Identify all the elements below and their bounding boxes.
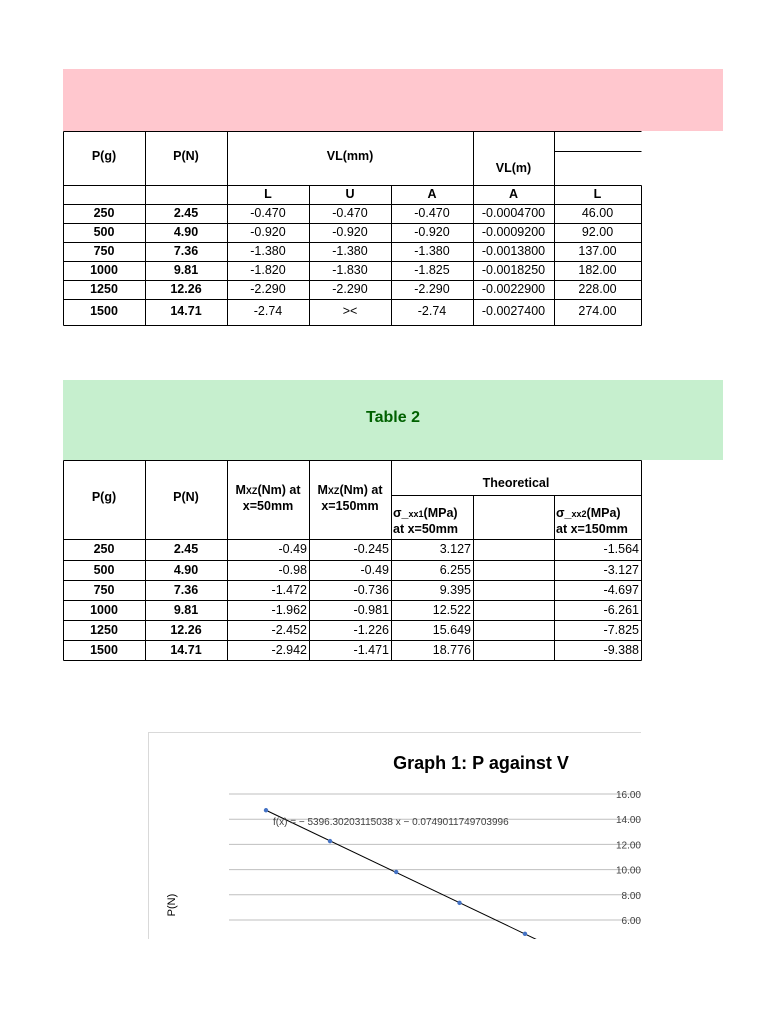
t1-cell[interactable]: >< <box>342 304 358 318</box>
t2-cell[interactable]: -2.942 <box>271 643 307 657</box>
t1-cell[interactable]: 92.00 <box>581 225 614 239</box>
t2-cell[interactable]: -0.49 <box>360 563 389 577</box>
chart-data-point <box>457 901 461 905</box>
t1-cell[interactable]: 250 <box>93 206 115 220</box>
t1-cell[interactable]: 137.00 <box>578 244 617 258</box>
chart-title: Graph 1: P against V <box>393 753 569 773</box>
t1-cell[interactable]: 182.00 <box>578 263 617 277</box>
t2-cell[interactable]: 6.255 <box>439 563 471 577</box>
t1-cell[interactable]: -2.74 <box>253 304 283 318</box>
t1-cell[interactable]: 7.36 <box>173 244 199 258</box>
t2-cell[interactable]: -1.226 <box>353 623 389 637</box>
chart-data-point <box>523 932 527 936</box>
t1-cell[interactable]: -0.920 <box>332 225 368 239</box>
table-2-grid <box>63 460 642 661</box>
t1-cell[interactable]: -2.290 <box>332 282 368 296</box>
t1-cell[interactable]: -0.0013800 <box>481 244 546 258</box>
t1-header-vlmm-label: VL(mm) <box>326 149 374 163</box>
t2-cell[interactable]: 15.649 <box>432 623 471 637</box>
t1-cell[interactable]: -0.470 <box>250 206 286 220</box>
t2-cell[interactable]: 9.395 <box>439 583 471 597</box>
t2-cell[interactable]: 1500 <box>90 643 118 657</box>
t1-subheader-u[interactable]: U <box>345 187 355 201</box>
chart-data-point <box>264 808 268 812</box>
t2-cell[interactable]: 3.127 <box>439 542 471 556</box>
t2-header-sigma-2: σ_xx2(MPa) at x=150mm <box>556 506 628 536</box>
header-band-green <box>63 380 723 460</box>
t1-cell[interactable]: -0.0018250 <box>481 263 546 277</box>
t1-cell[interactable]: 1250 <box>90 282 118 296</box>
t2-cell[interactable]: 18.776 <box>432 643 471 657</box>
t2-cell[interactable]: 14.71 <box>170 643 202 657</box>
t2-header-moment-50: MXZ(Nm) at x=50mm <box>235 483 301 513</box>
chart-y-tick-label: 8.00 <box>621 890 641 902</box>
t1-cell[interactable]: 1500 <box>90 304 118 318</box>
t2-cell[interactable]: -1.564 <box>603 542 639 556</box>
t1-cell[interactable]: -0.470 <box>414 206 450 220</box>
t1-cell[interactable]: -1.380 <box>414 244 450 258</box>
t2-header-pn: P(N) <box>173 490 199 504</box>
t1-cell[interactable]: 9.81 <box>173 263 199 277</box>
t2-cell[interactable]: -0.245 <box>353 542 389 556</box>
t2-cell[interactable]: 12.522 <box>432 603 471 617</box>
t2-cell[interactable]: 7.36 <box>173 583 199 597</box>
t1-cell[interactable]: -2.290 <box>414 282 450 296</box>
t2-cell[interactable]: 4.90 <box>173 563 199 577</box>
t1-header-pg-label: P(g) <box>91 149 117 163</box>
chart-y-tick-label: 6.00 <box>621 916 641 927</box>
t1-cell[interactable]: 14.71 <box>170 304 202 318</box>
t1-cell[interactable]: -0.0022900 <box>481 282 546 296</box>
t2-cell[interactable]: -0.49 <box>278 542 307 556</box>
chart-y-tick-label: 12.00 <box>615 840 641 852</box>
t1-cell[interactable]: -0.470 <box>332 206 368 220</box>
chart-y-tick-label: 16.00 <box>615 790 641 801</box>
t1-cell[interactable]: 46.00 <box>581 206 614 220</box>
header-band-pink <box>63 69 723 131</box>
t2-cell[interactable]: -7.825 <box>603 623 639 637</box>
t2-cell[interactable]: -4.697 <box>603 583 639 597</box>
t2-cell[interactable]: -3.127 <box>603 563 639 577</box>
t1-cell[interactable]: -1.825 <box>414 263 450 277</box>
table-1-grid <box>63 131 642 326</box>
t1-header-pn-label: P(N) <box>173 149 199 163</box>
t2-header-sigma-1: σ_xx1(MPa) at x=50mm <box>393 506 458 536</box>
t1-cell[interactable]: -0.920 <box>414 225 450 239</box>
t1-cell[interactable]: -1.380 <box>250 244 286 258</box>
t2-cell[interactable]: 1000 <box>90 603 118 617</box>
t1-cell[interactable]: 12.26 <box>170 282 202 296</box>
t2-cell[interactable]: 500 <box>93 563 115 577</box>
graph-1-chart <box>148 732 641 939</box>
chart-y-tick-label: 14.00 <box>615 815 641 827</box>
t1-cell[interactable]: 274.00 <box>578 304 617 318</box>
chart-trendline-label: f(x) = − 5396.30203115038 x − 0.0749011749703996 <box>273 817 509 828</box>
t1-cell[interactable]: -0.0027400 <box>481 304 546 318</box>
t1-cell[interactable]: -1.820 <box>250 263 286 277</box>
t2-cell[interactable]: -2.452 <box>271 623 307 637</box>
t1-cell[interactable]: 228.00 <box>578 282 617 296</box>
chart-data-point <box>394 870 398 874</box>
t2-cell[interactable]: -1.472 <box>271 583 307 597</box>
t2-cell[interactable]: -0.981 <box>353 603 389 617</box>
t1-cell[interactable]: 1000 <box>90 263 118 277</box>
t2-cell[interactable]: 250 <box>93 542 115 556</box>
t2-cell[interactable]: -0.736 <box>353 583 389 597</box>
chart-y-axis-label: P(N) <box>166 893 178 917</box>
t1-cell[interactable]: -0.0009200 <box>481 225 546 239</box>
t2-header-moment-150: MXZ(Nm) at x=150mm <box>317 483 383 513</box>
t2-cell[interactable]: -6.261 <box>603 603 639 617</box>
t1-subheader-a[interactable]: A <box>508 187 519 201</box>
chart-y-tick-label: 10.00 <box>615 865 641 877</box>
t2-header-theoretical: Theoretical <box>482 476 550 490</box>
t1-cell[interactable]: -1.380 <box>332 244 368 258</box>
t2-cell[interactable]: 12.26 <box>170 623 202 637</box>
t2-cell[interactable]: -1.962 <box>271 603 307 617</box>
t1-subheader-a[interactable]: A <box>427 187 437 201</box>
chart-data-point <box>328 839 332 843</box>
graph-1-svg <box>149 733 641 939</box>
t1-cell[interactable]: -1.830 <box>332 263 368 277</box>
t2-cell[interactable]: -9.388 <box>603 643 639 657</box>
t1-header-vlm-label: VL(m) <box>495 161 532 175</box>
t1-cell[interactable]: 4.90 <box>173 225 199 239</box>
t2-header-pg: P(g) <box>91 490 117 504</box>
t1-cell[interactable]: -2.74 <box>417 304 447 318</box>
t1-cell[interactable]: -0.0004700 <box>481 206 546 220</box>
t1-cell[interactable]: 500 <box>93 225 115 239</box>
t1-subheader-l[interactable]: L <box>264 187 272 201</box>
t2-cell[interactable]: -1.471 <box>353 643 389 657</box>
t1-cell[interactable]: 2.45 <box>173 206 199 220</box>
t1-cell[interactable]: -0.920 <box>250 225 286 239</box>
t1-subheader-l[interactable]: L <box>593 187 602 201</box>
t2-cell[interactable]: 750 <box>93 583 115 597</box>
t1-cell[interactable]: 750 <box>93 244 115 258</box>
t2-cell[interactable]: 9.81 <box>173 603 199 617</box>
t2-cell[interactable]: 2.45 <box>173 542 199 556</box>
table-2-title: Table 2 <box>366 409 420 426</box>
t2-cell[interactable]: -0.98 <box>278 563 307 577</box>
t1-cell[interactable]: -2.290 <box>250 282 286 296</box>
t2-cell[interactable]: 1250 <box>90 623 118 637</box>
